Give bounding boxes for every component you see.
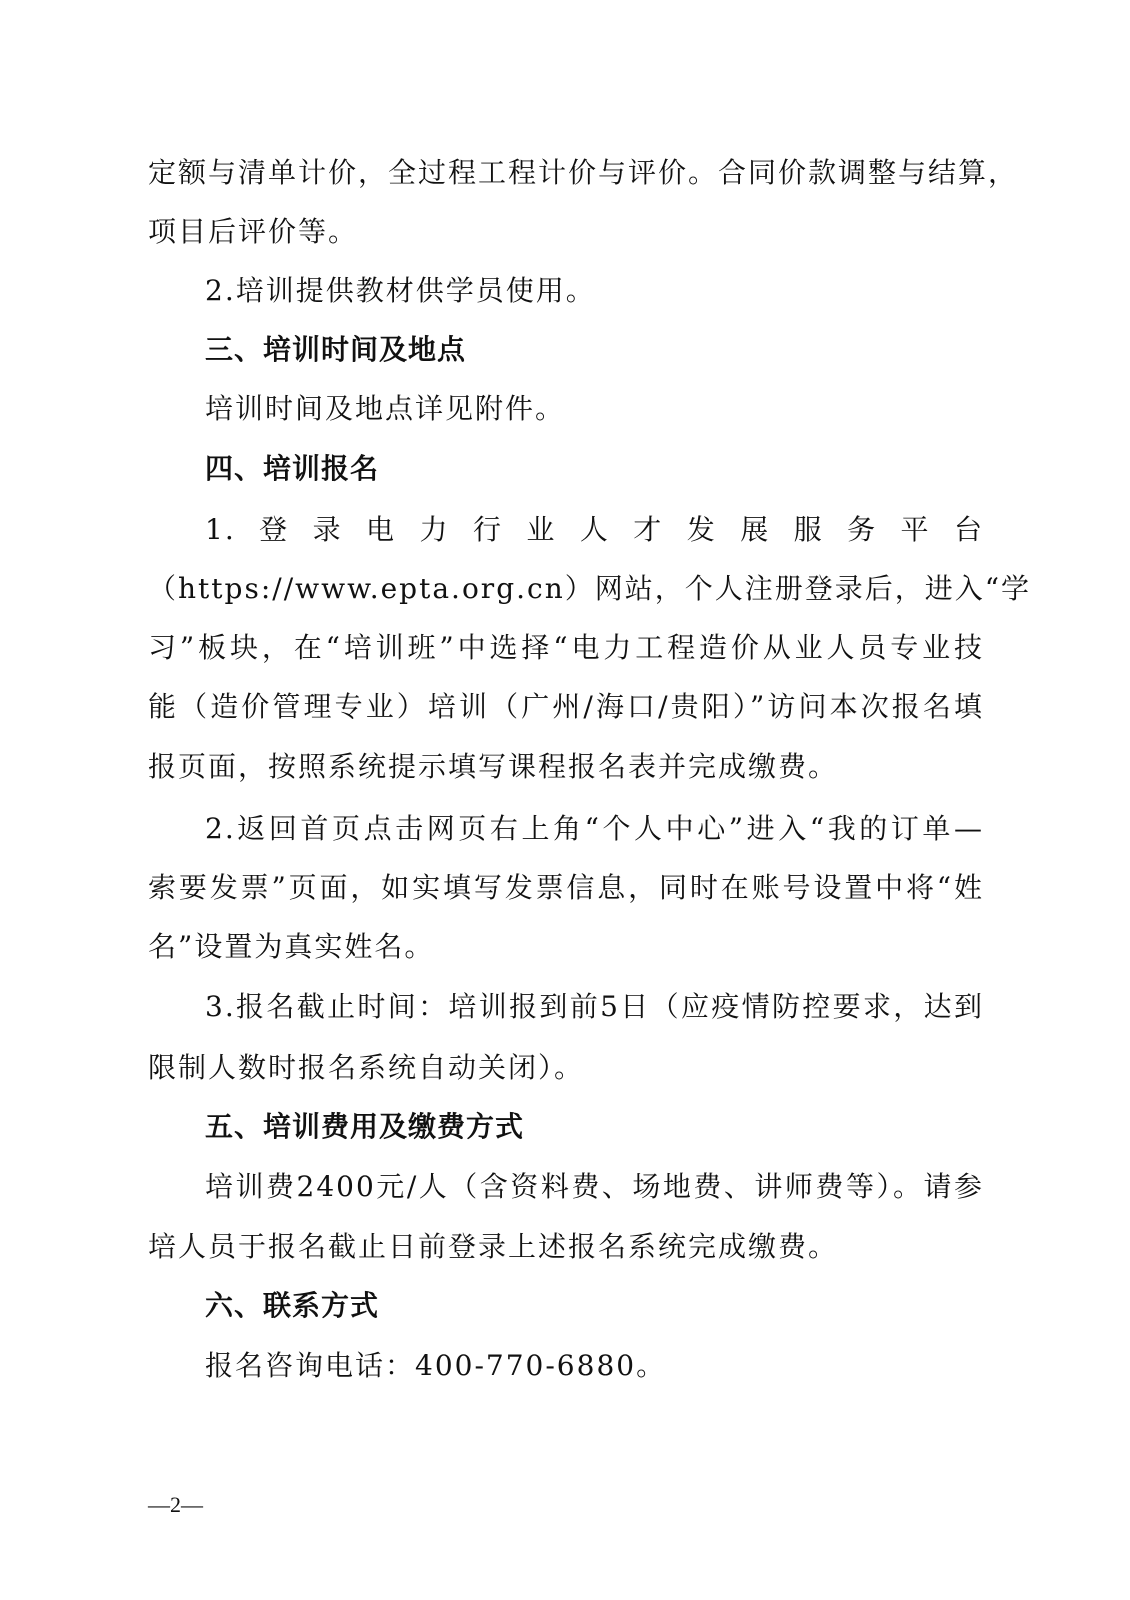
paragraph-line: 报页面，按照系统提示填写课程报名表并完成缴费。 [148, 750, 839, 783]
paragraph-line: 培训费2400元/人（含资料费、场地费、讲师费等）。请参 [205, 1170, 984, 1203]
paragraph-line: 2.返回首页点击网页右上角“个人中心”进入“我的订单— [205, 812, 984, 845]
paragraph-line: 培训时间及地点详见附件。 [205, 392, 566, 425]
paragraph-line: 索要发票”页面，如实填写发票信息，同时在账号设置中将“姓 [148, 871, 984, 904]
section-heading-3: 三、培训时间及地点 [205, 333, 467, 366]
paragraph-line: 名”设置为真实姓名。 [148, 930, 435, 963]
paragraph-line: 报名咨询电话：400-770-6880。 [205, 1349, 667, 1382]
paragraph-line: 项目后评价等。 [148, 215, 359, 248]
section-heading-6: 六、联系方式 [205, 1289, 380, 1322]
page-number: —2— [148, 1492, 203, 1517]
paragraph-line: 限制人数时报名系统自动关闭）。 [148, 1051, 585, 1084]
paragraph-line: 3.报名截止时间：培训报到前5日（应疫情防控要求，达到 [205, 990, 984, 1023]
section-heading-4: 四、培训报名 [205, 452, 380, 485]
section-heading-5: 五、培训费用及缴费方式 [205, 1110, 525, 1143]
paragraph-line: （https://www.epta.org.cn）网站，个人注册登录后，进入“学 [148, 572, 1032, 605]
paragraph-line: 2.培训提供教材供学员使用。 [205, 274, 596, 307]
paragraph-line: 培人员于报名截止日前登录上述报名系统完成缴费。 [148, 1230, 839, 1263]
paragraph-line: 1.登录电力行业人才发展服务平台 [205, 513, 984, 546]
paragraph-line: 能（造价管理专业）培训（广州/海口/贵阳）”访问本次报名填 [148, 690, 984, 723]
paragraph-line: 习”板块，在“培训班”中选择“电力工程造价从业人员专业技 [148, 631, 984, 664]
paragraph-line: 定额与清单计价，全过程工程计价与评价。合同价款调整与结算， [148, 156, 1019, 189]
